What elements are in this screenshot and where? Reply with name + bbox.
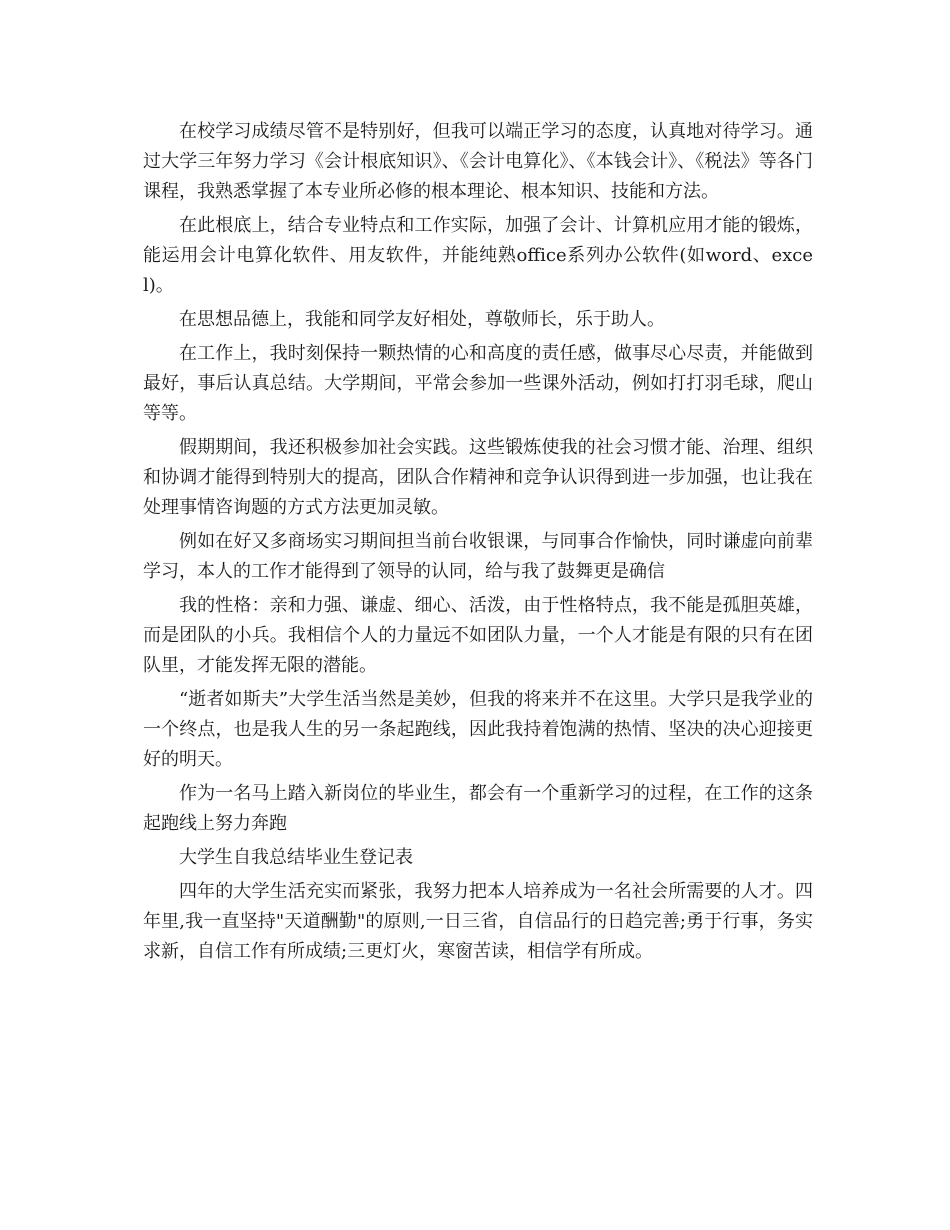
paragraph-skills: 在此根底上，结合专业特点和工作实际，加强了会计、计算机应用才能的锻炼，能运用会计电算化软件、用友软件，并能纯熟office系列办公软件(如word、excel)。 bbox=[143, 215, 813, 296]
paragraph-work: 在工作上，我时刻保持一颗热情的心和高度的责任感，做事尽心尽责，并能做到最好，事后认真总结。大学期间，平常会参加一些课外活动，例如打打羽毛球，爬山等等。 bbox=[143, 343, 813, 424]
section-heading: 大学生自我总结毕业生登记表 bbox=[179, 847, 413, 868]
paragraph-internship: 例如在好又多商场实习期间担当前台收银课，与同事合作愉快，同时谦虚向前辈学习，本人的工作才能得到了领导的认同，给与我了鼓舞更是确信 bbox=[143, 531, 813, 582]
paragraph-morality: 在思想品德上，我能和同学友好相处，尊敬师长，乐于助人。 bbox=[179, 309, 665, 330]
paragraph-four-years: 四年的大学生活充实而紧张，我努力把本人培养成为一名社会所需要的人才。四年里,我一直坚持"天道酬勤"的原则,一日三省，自信品行的日趋完善;勇于行事，务实求新，自信工作有所成绩;三更灯火，寒窗苦读，相信学有所成。 bbox=[143, 881, 813, 962]
paragraph-future: “逝者如斯夫”大学生活当然是美妙，但我的将来并不在这里。大学只是我学业的一个终点，也是我人生的另一条起跑线，因此我持着饱满的热情、坚决的决心迎接更好的明天。 bbox=[143, 689, 813, 770]
paragraph-graduate: 作为一名马上踏入新岗位的毕业生，都会有一个重新学习的过程，在工作的这条起跑线上努力奔跑 bbox=[143, 783, 813, 834]
paragraph-personality: 我的性格：亲和力强、谦虚、细心、活泼，由于性格特点，我不能是孤胆英雄，而是团队的小兵。我相信个人的力量远不如团队力量，一个人才能是有限的只有在团队里，才能发挥无限的潜能。 bbox=[143, 595, 813, 676]
paragraph-study: 在校学习成绩尽管不是特别好，但我可以端正学习的态度，认真地对待学习。通过大学三年努力学习《会计根底知识》、《会计电算化》、《本钱会计》、《税法》等各门课程，我熟悉掌握了本专业所必修的根本理论、根本知识、技能和方法。 bbox=[143, 121, 813, 202]
paragraph-practice: 假期期间，我还积极参加社会实践。这些锻炼使我的社会习惯才能、治理、组织和协调才能得到特别大的提高，团队合作精神和竞争认识得到进一步加强，也让我在处理事情咨询题的方式方法更加灵敏。 bbox=[143, 437, 813, 518]
document-body bbox=[143, 117, 813, 971]
